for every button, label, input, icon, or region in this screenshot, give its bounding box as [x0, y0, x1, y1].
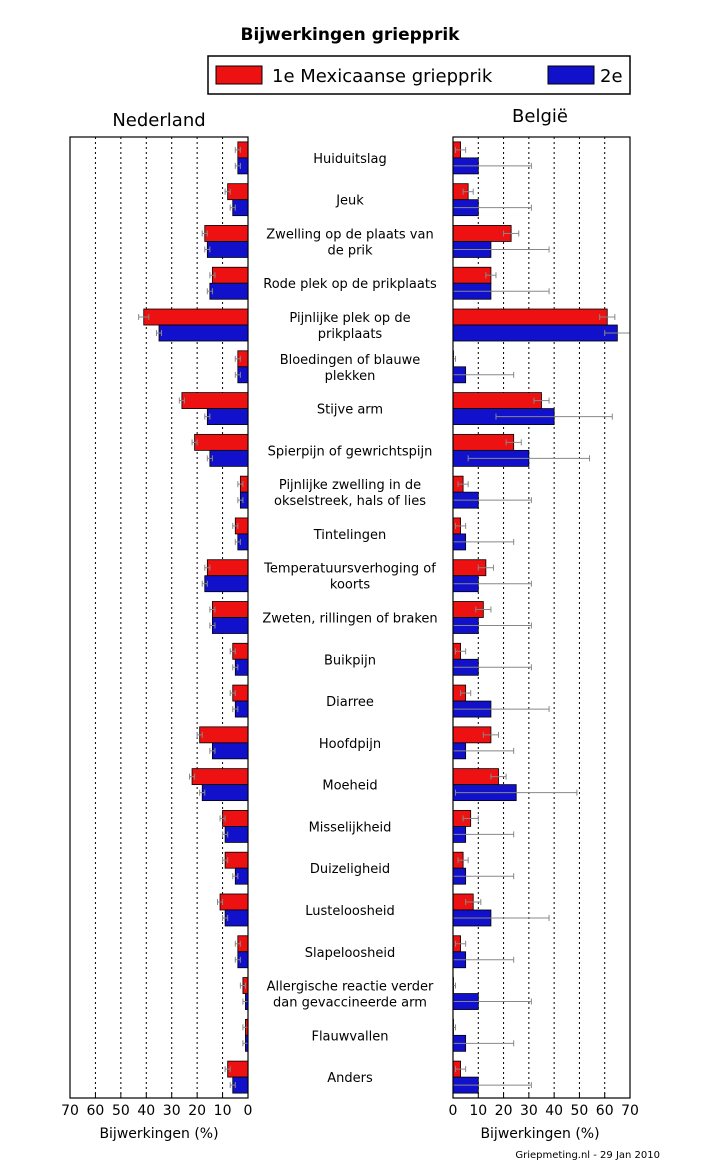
bar-nederland-first-1 — [228, 184, 248, 200]
bar-nederland-first-16 — [223, 810, 248, 826]
category-label: Zwelling op de plaats van de prik — [266, 227, 434, 259]
legend — [208, 56, 630, 94]
category-label: Spierpijn of gewrichtspijn — [267, 444, 433, 460]
bar-nederland-first-3 — [212, 267, 248, 283]
category-label: Flauwvallen — [311, 1029, 389, 1045]
bar-nederland-second-15 — [202, 785, 248, 801]
x-tick-label-nederland: 70 — [61, 1103, 79, 1119]
x-axis-label-nederland: Bijwerkingen (%) — [99, 1126, 219, 1142]
x-tick-label-belgie: 0 — [448, 1103, 458, 1119]
bar-nederland-second-14 — [212, 743, 248, 759]
x-axis-label-belgie: Bijwerkingen (%) — [480, 1126, 600, 1142]
bar-nederland-second-6 — [207, 409, 248, 425]
x-tick-label-belgie: 20 — [494, 1103, 513, 1119]
x-tick-label-nederland: 30 — [162, 1103, 181, 1119]
category-label: Lusteloosheid — [305, 903, 395, 919]
x-tick-label-belgie: 30 — [519, 1103, 538, 1119]
bar-nederland-first-10 — [207, 560, 248, 576]
bar-nederland-first-11 — [212, 602, 248, 618]
x-tick-label-belgie: 40 — [545, 1103, 564, 1119]
bar-nederland-first-7 — [195, 434, 248, 450]
category-label: Temperatuursverhoging of koorts — [264, 561, 436, 593]
panel-nederland — [61, 137, 252, 1119]
category-label: Stijve arm — [316, 402, 384, 418]
bar-nederland-second-7 — [210, 450, 248, 466]
bar-belgie-second-4 — [453, 325, 617, 341]
x-tick-label-nederland: 20 — [188, 1103, 207, 1119]
bar-belgie-first-6 — [453, 393, 542, 409]
bar-nederland-first-14 — [200, 727, 248, 743]
category-label: Zweten, rillingen of braken — [262, 611, 438, 627]
category-label: Pijnlijke plek op de prikplaats — [289, 311, 411, 343]
category-label: Allergische reactie verder dan gevaccineerde arm — [266, 979, 434, 1011]
bar-nederland-first-6 — [182, 393, 248, 409]
category-labels — [262, 152, 437, 1086]
category-label: Pijnlijke zwelling in de okselstreek, hals of lies — [274, 478, 426, 510]
bar-belgie-first-4 — [453, 309, 607, 325]
bar-belgie-first-7 — [453, 434, 514, 450]
category-label: Diarree — [326, 695, 374, 711]
category-label: Huiduitslag — [313, 151, 387, 167]
bar-nederland-first-2 — [205, 225, 248, 241]
legend-label-first: 1e Mexicaanse griepprik — [272, 66, 493, 87]
bar-nederland-first-17 — [225, 852, 248, 868]
bar-belgie-first-3 — [453, 267, 491, 283]
bar-belgie-first-2 — [453, 225, 511, 241]
bar-nederland-second-2 — [207, 241, 248, 257]
bar-nederland-first-18 — [220, 894, 248, 910]
category-label: Anders — [327, 1071, 373, 1087]
bar-nederland-second-16 — [225, 826, 248, 842]
bar-nederland-second-18 — [225, 910, 248, 926]
x-tick-label-nederland: 60 — [86, 1103, 105, 1119]
legend-label-second: 2e — [600, 66, 623, 87]
legend-swatch-second — [548, 66, 594, 84]
bar-nederland-first-15 — [192, 769, 248, 785]
category-label: Tintelingen — [313, 527, 387, 543]
chart-title: Bijwerkingen griepprik — [240, 25, 460, 45]
category-label: Bloedingen of blauwe plekken — [279, 352, 421, 384]
x-tick-label-nederland: 40 — [137, 1103, 156, 1119]
x-tick-label-belgie: 10 — [469, 1103, 488, 1119]
category-label: Misselijkheid — [308, 820, 392, 836]
bar-nederland-second-11 — [212, 618, 248, 634]
x-tick-label-belgie: 60 — [595, 1103, 614, 1119]
bar-nederland-first-22 — [228, 1061, 248, 1077]
x-tick-label-nederland: 0 — [243, 1103, 253, 1119]
bar-nederland-first-4 — [144, 309, 248, 325]
bar-nederland-second-3 — [210, 283, 248, 299]
category-label: Rode plek op de prikplaats — [263, 277, 437, 293]
panel-belgie — [449, 137, 639, 1119]
panel-title-belgie: België — [512, 106, 568, 127]
x-tick-label-nederland: 10 — [213, 1103, 232, 1119]
x-tick-label-belgie: 50 — [570, 1103, 589, 1119]
bar-nederland-second-10 — [205, 576, 248, 592]
panel-title-nederland: Nederland — [112, 110, 206, 131]
x-tick-label-nederland: 50 — [111, 1103, 130, 1119]
bar-nederland-second-4 — [159, 325, 248, 341]
category-label: Slapeloosheid — [304, 945, 396, 961]
x-tick-label-belgie: 70 — [621, 1103, 639, 1119]
category-label: Duizeligheid — [309, 862, 391, 878]
credit-text: Griepmeting.nl - 29 Jan 2010 — [515, 1150, 660, 1161]
category-label: Moeheid — [322, 778, 378, 794]
category-label: Hoofdpijn — [318, 736, 382, 752]
category-label: Buikpijn — [323, 653, 377, 669]
category-label: Jeuk — [336, 193, 364, 209]
legend-swatch-first — [216, 66, 262, 84]
